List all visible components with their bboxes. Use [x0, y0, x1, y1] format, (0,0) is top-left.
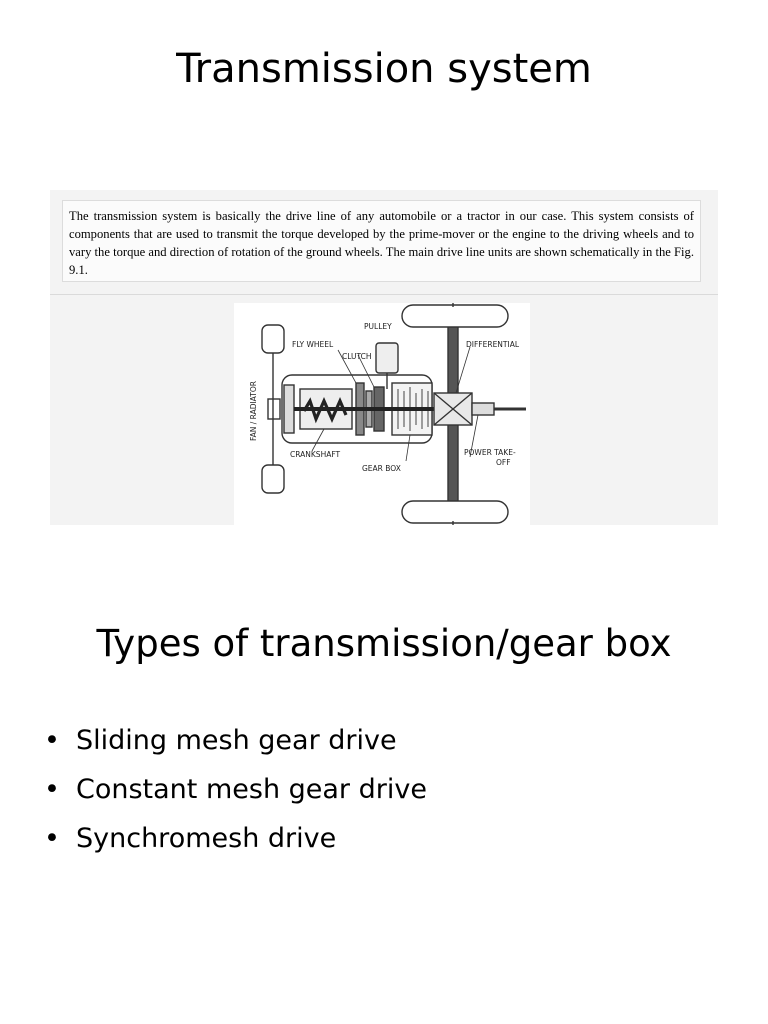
label-differential: DIFFERENTIAL [466, 340, 520, 349]
front-left-wheel [262, 325, 284, 353]
list-item-text: Synchromesh drive [76, 823, 337, 854]
figure-panel [50, 190, 718, 525]
label-fan-radiator: FAN / RADIATOR [249, 381, 258, 441]
list-item-text: Sliding mesh gear drive [76, 725, 397, 756]
label-gear-box: GEAR BOX [362, 464, 401, 473]
excerpt-box [62, 200, 701, 282]
drive-line-schematic [234, 303, 530, 525]
label-fly-wheel: FLY WHEEL [292, 340, 334, 349]
list-item [44, 765, 427, 814]
slide-title-types-of-transmission: Types of transmission/gear box [96, 622, 672, 665]
transmission-types-list [44, 716, 427, 863]
drive-line-diagram [234, 303, 530, 525]
label-power-take-off-1: POWER TAKE- [464, 448, 516, 457]
list-item-text: Constant mesh gear drive [76, 774, 427, 805]
front-right-wheel [262, 465, 284, 493]
label-clutch: CLUTCH [342, 352, 372, 361]
slide-title-transmission-system: Transmission system [176, 46, 592, 92]
bullet-icon: • [44, 774, 60, 805]
list-item [44, 814, 427, 863]
label-pulley: PULLEY [364, 322, 392, 331]
bullet-icon: • [44, 725, 60, 756]
panel-divider [50, 294, 718, 295]
excerpt-text: The transmission system is basically the drive line of any automobile or a tractor in our case. This system consists of components that are used to transmit the torque developed by the prime-mover or the engine to the driving wheels and to vary the torque and direction of rotation of the ground wheels. The main drive line units are shown schematically in the Fig. 9.1. [69, 209, 694, 277]
bullet-icon: • [44, 823, 60, 854]
list-item [44, 716, 427, 765]
label-power-take-off-2: OFF [496, 458, 511, 467]
label-crankshaft: CRANKSHAFT [290, 450, 341, 459]
